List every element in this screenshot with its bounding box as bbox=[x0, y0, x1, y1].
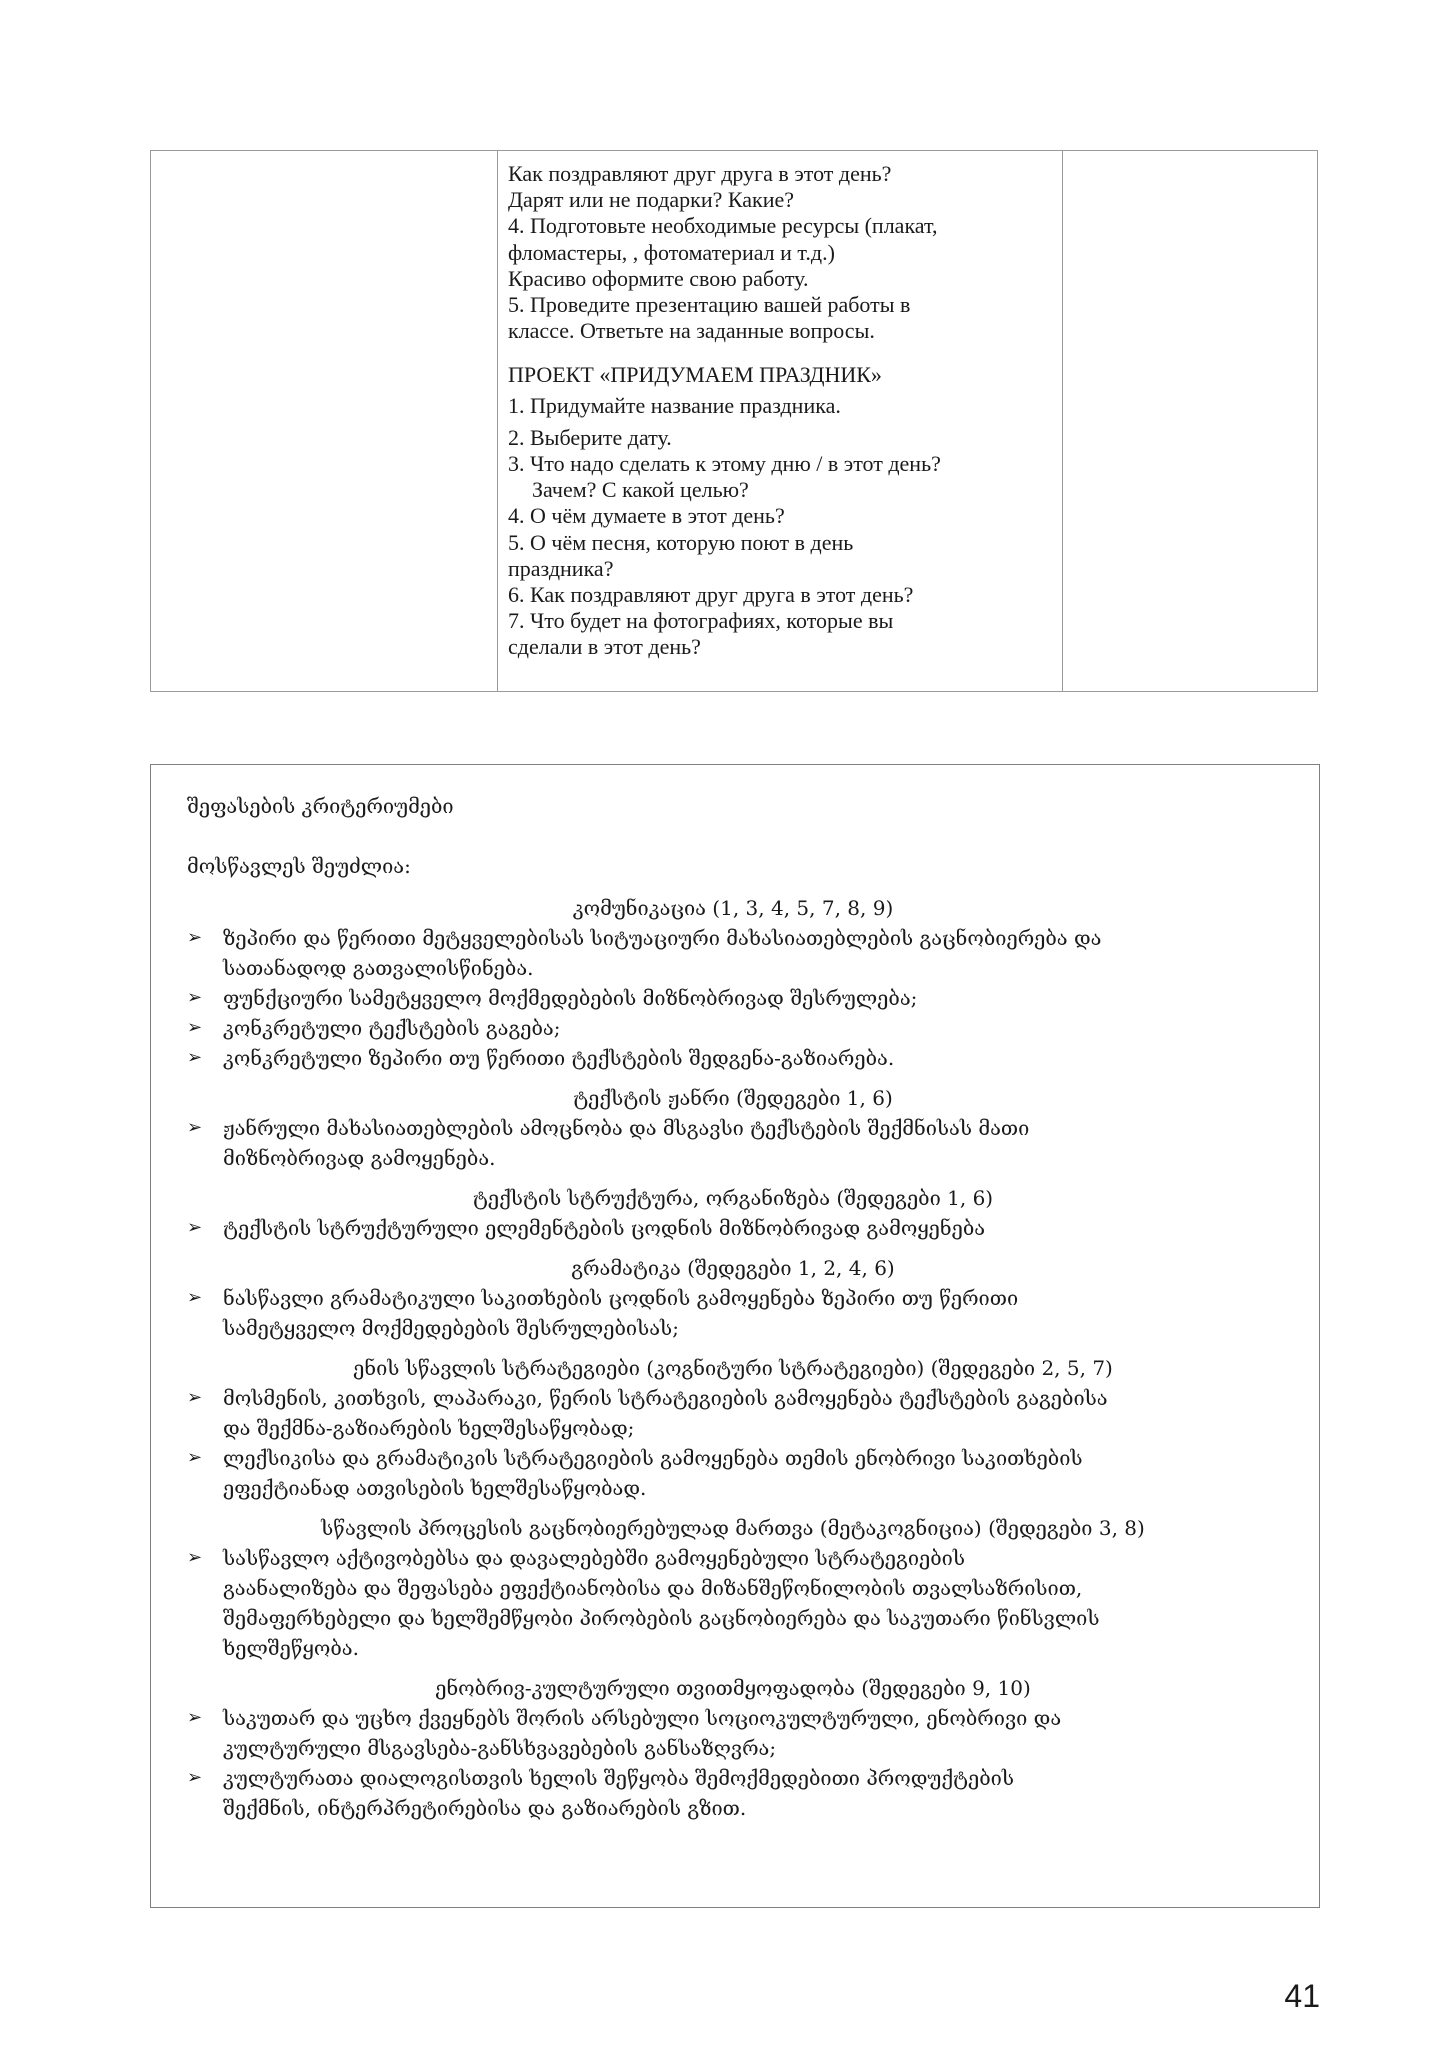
project-line: 2. Выберите дату. bbox=[508, 424, 672, 450]
arrow-bullet-icon: ➢ bbox=[187, 987, 203, 1008]
criteria-bullet-text bbox=[223, 1443, 1279, 1503]
project-line: 5. О чём песня, которую поют в день bbox=[508, 529, 854, 555]
criteria-bullet bbox=[187, 1213, 1279, 1243]
criteria-bullet bbox=[187, 1283, 1279, 1343]
criteria-bullet bbox=[187, 983, 1279, 1013]
arrow-bullet-icon: ➢ bbox=[187, 1387, 203, 1408]
arrow-bullet-icon: ➢ bbox=[187, 1447, 203, 1468]
table-text-line: Красиво оформите свою работу. bbox=[508, 265, 809, 291]
criteria-bullet-line: მიზნობრივად გამოყენება. bbox=[223, 1146, 496, 1170]
criteria-bullet-line: სასწავლო აქტივობებსა და დავალებებში გამოყენებული სტრატეგიების bbox=[223, 1546, 965, 1570]
table-text-line: Как поздравляют друг друга в этот день? bbox=[508, 161, 892, 186]
criteria-bullet-text bbox=[223, 1213, 1279, 1243]
criteria-bullet-line: ლექსიკისა და გრამატიკის სტრატეგიების გამოყენება თემის ენობრივი საკითხების bbox=[223, 1446, 1083, 1470]
criteria-bullet-text bbox=[223, 1113, 1279, 1173]
criteria-bullet bbox=[187, 1383, 1279, 1443]
criteria-bullet bbox=[187, 1543, 1279, 1663]
page-number: 41 bbox=[1284, 1978, 1320, 2014]
criteria-bullet-line: და შექმნა-გაზიარების ხელშესაწყობად; bbox=[223, 1416, 635, 1440]
table-left-cell bbox=[151, 151, 498, 691]
criteria-bullet-line: საკუთარ და უცხო ქვეყნებს შორის არსებული სოციოკულტურული, ენობრივი და bbox=[223, 1706, 1062, 1730]
arrow-bullet-icon: ➢ bbox=[187, 1767, 203, 1788]
criteria-title: შეფასების კრიტერიუმები bbox=[187, 794, 454, 818]
criteria-bullet-line: კულტურათა დიალოგისთვის ხელის შეწყობა შემოქმედებითი პროდუქტების bbox=[223, 1766, 1014, 1790]
criteria-bullet-line: გაანალიზება და შეფასება ეფექტიანობისა და მიზანშეწონილობის თვალსაზრისით, bbox=[223, 1576, 1083, 1600]
project-line: 3. Что надо сделать к этому дню / в этот день? bbox=[508, 451, 941, 477]
criteria-section-heading: ტექსტის სტრუქტურა, ორგანიზება (შედეგები 1, 6) bbox=[472, 1186, 994, 1210]
criteria-bullet bbox=[187, 1013, 1279, 1043]
criteria-bullet bbox=[187, 1763, 1279, 1823]
criteria-sections bbox=[187, 893, 1279, 1823]
criteria-bullet-text bbox=[223, 1043, 1279, 1073]
criteria-bullet-line: სათანადოდ გათვალისწინება. bbox=[223, 956, 534, 980]
criteria-bullet-line: შემაფერხებელი და ხელშემწყობი პირობების გაცნობიერება და საკუთარი წინსვლის bbox=[223, 1606, 1100, 1630]
table-text-line: 5. Проведите презентацию вашей работы в bbox=[508, 292, 911, 318]
criteria-bullet bbox=[187, 1443, 1279, 1503]
criteria-subtitle: მოსწავლეს შეუძლია: bbox=[187, 854, 411, 878]
criteria-bullet-text bbox=[223, 1013, 1279, 1043]
criteria-bullet bbox=[187, 1703, 1279, 1763]
criteria-bullet-line: ნასწავლი გრამატიკული საკითხების ცოდნის გამოყენება ზეპირი თუ წერითი bbox=[223, 1286, 1019, 1310]
criteria-section-heading: ენის სწავლის სტრატეგიები (კოგნიტური სტრატეგიები) (შედეგები 2, 5, 7) bbox=[353, 1356, 1113, 1380]
arrow-bullet-icon: ➢ bbox=[187, 1217, 203, 1238]
arrow-bullet-icon: ➢ bbox=[187, 1047, 203, 1068]
criteria-bullet-line: კონკრეტული ტექსტების გაგება; bbox=[223, 1016, 561, 1040]
table-text-line: фломастеры, , фотоматериал и т.д.) bbox=[508, 239, 835, 265]
criteria-bullet-line: შექმნის, ინტერპრეტირებისა და გაზიარების გზით. bbox=[223, 1796, 747, 1820]
criteria-bullet-line: ტექსტის სტრუქტურული ელემენტების ცოდნის მიზნობრივად გამოყენება bbox=[223, 1216, 986, 1240]
assessment-criteria-box bbox=[150, 764, 1320, 1908]
criteria-bullet-line: ხელშეწყობა. bbox=[223, 1636, 359, 1660]
criteria-bullet-text bbox=[223, 1543, 1279, 1663]
table-text-line: классе. Ответьте на заданные вопросы. bbox=[508, 318, 875, 344]
project-line: сделали в этот день? bbox=[508, 634, 701, 660]
criteria-bullet bbox=[187, 923, 1279, 983]
table-text-line: 4. Подготовьте необходимые ресурсы (плакат, bbox=[508, 213, 938, 239]
criteria-section-heading: ტექსტის ჟანრი (შედეგები 1, 6) bbox=[573, 1086, 893, 1110]
criteria-section-heading: კომუნიკაცია (1, 3, 4, 5, 7, 8, 9) bbox=[572, 896, 894, 920]
project-line: 6. Как поздравляют друг друга в этот день? bbox=[508, 582, 914, 608]
arrow-bullet-icon: ➢ bbox=[187, 927, 203, 948]
criteria-bullet-text bbox=[223, 983, 1279, 1013]
project-line: 1. Придумайте название праздника. bbox=[508, 392, 841, 418]
project-line: 7. Что будет на фотографиях, которые вы bbox=[508, 608, 894, 634]
criteria-bullet-line: სამეტყველო მოქმედებების შესრულებისას; bbox=[223, 1316, 679, 1340]
criteria-bullet-line: ჟანრული მახასიათებლების ამოცნობა და მსგავსი ტექსტების შექმნისას მათი bbox=[223, 1116, 1030, 1140]
table-right-cell bbox=[1063, 151, 1317, 691]
criteria-bullet-text bbox=[223, 923, 1279, 983]
table-text-line: Дарят или не подарки? Какие? bbox=[508, 187, 795, 213]
activity-table bbox=[150, 150, 1318, 692]
criteria-bullet-line: კულტურული მსგავსება-განსხვავებების განსაზღვრა; bbox=[223, 1736, 777, 1760]
criteria-bullet-text bbox=[223, 1763, 1279, 1823]
criteria-bullet-line: კონკრეტული ზეპირი თუ წერითი ტექსტების შედგენა-გაზიარება. bbox=[223, 1046, 895, 1070]
project-title: ПРОЕКТ «ПРИДУМАЕМ ПРАЗДНИК» bbox=[508, 362, 882, 388]
criteria-bullet bbox=[187, 1113, 1279, 1173]
arrow-bullet-icon: ➢ bbox=[187, 1117, 203, 1138]
arrow-bullet-icon: ➢ bbox=[187, 1017, 203, 1038]
criteria-bullet-line: ეფექტიანად ათვისების ხელშესაწყობად. bbox=[223, 1476, 647, 1500]
table-middle-cell bbox=[498, 151, 1063, 691]
criteria-bullet-line: ფუნქციური სამეტყველო მოქმედებების მიზნობრივად შესრულება; bbox=[223, 986, 918, 1010]
criteria-bullet-line: ზეპირი და წერითი მეტყველებისას სიტუაციური მახასიათებლების გაცნობიერება და bbox=[223, 926, 1102, 950]
criteria-bullet-text bbox=[223, 1383, 1279, 1443]
criteria-bullet bbox=[187, 1043, 1279, 1073]
criteria-section-heading: სწავლის პროცესის გაცნობიერებულად მართვა (მეტაკოგნიცია) (შედეგები 3, 8) bbox=[321, 1516, 1145, 1540]
criteria-bullet-text bbox=[223, 1283, 1279, 1343]
criteria-bullet-line: მოსმენის, კითხვის, ლაპარაკი, წერის სტრატეგიების გამოყენება ტექსტების გაგებისა bbox=[223, 1386, 1108, 1410]
arrow-bullet-icon: ➢ bbox=[187, 1707, 203, 1728]
criteria-section-heading: ენობრივ-კულტურული თვითმყოფადობა (შედეგები 9, 10) bbox=[435, 1676, 1031, 1700]
arrow-bullet-icon: ➢ bbox=[187, 1287, 203, 1308]
criteria-bullet-text bbox=[223, 1703, 1279, 1763]
arrow-bullet-icon: ➢ bbox=[187, 1547, 203, 1568]
project-line: праздника? bbox=[508, 555, 614, 581]
project-line: Зачем? С какой целью? bbox=[532, 477, 749, 503]
project-line: 4. О чём думаете в этот день? bbox=[508, 503, 785, 529]
criteria-section-heading: გრამატიკა (შედეგები 1, 2, 4, 6) bbox=[571, 1256, 895, 1280]
